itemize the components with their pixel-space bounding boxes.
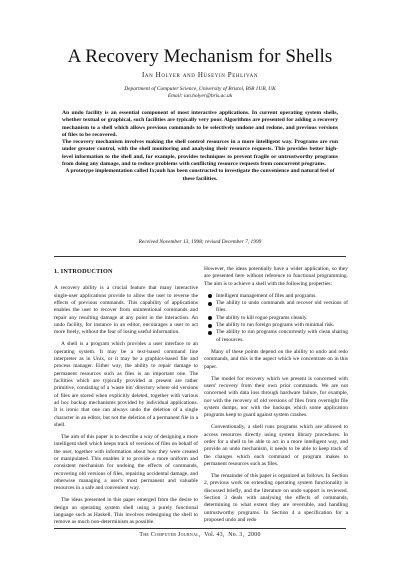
bullet-icon bbox=[208, 316, 212, 320]
body-paragraph: A shell is a program which provides a user interface to an operating system. It may be a text-based command line interpreter as in Unix, or it may be a graphics-based file and process manager. Either way, the ability to repair damage to permanent resources such as files is an important one. The facilities which are typically provided at present are rather primitive, consisting of a 'waste bin' directory where old versions of files are stored when explicitly deleted, together with various ad hoc backup mechanisms provided by individual applications. It is ironic that one can always undo the deletion of a single character in an editor, but not the deletion of a permanent file in a shell. bbox=[54, 341, 198, 429]
abstract-paragraph: An undo facility is an essential component of most interactive applications. In current operating system shells, whether textual or graphical, such facilities are typically very poor. Algorithms are presented for adding a recovery mechanism to a shell which allows previous commands to be selectively undone and redone, and previous versions of files to be recovered. bbox=[62, 110, 338, 138]
author-affiliation bbox=[0, 86, 400, 100]
right-column bbox=[204, 266, 348, 529]
body-paragraph: Many of these points depend on the ability to undo and redo commands, and this is the aspect which we concentrate on in this paper. bbox=[204, 349, 348, 370]
journal-volume: Vol. 43, bbox=[204, 532, 225, 538]
bullet-icon bbox=[208, 324, 212, 328]
body-paragraph: The model for recovery which we present is concerned with users' recovery from their own prior commands. We are not concerned with data loss through hardware failure, for example, nor with the recovery of old versions of files from overnight file system dumps, nor with the backups which some application programs keep to guard against system crashes. bbox=[204, 375, 348, 419]
paper-authors: Ian Holyer and Hüseyin Pehlivan bbox=[141, 71, 259, 79]
abstract-paragraph: The recovery mechanism involves making the shell control resources in a more intelligent way. Programs are run under greater control, with the shell monitoring and analysing their resource requests. This provides better high-level information to the shell and, for example, provides techniques to prevent fragile or untrustworthy programs from doing any damage, and to reduce problems with conflicting resource requests from concurrent programs. bbox=[62, 139, 338, 168]
list-item: The ability to run programs concurrently with clean sharing of resources. bbox=[208, 329, 348, 344]
body-paragraph: A recovery ability is a crucial feature that many interactive single-user applications provide to allow the user to reverse the effects of previous commands. This capability of applications enables the user to recover from unintentional commands and repair any resulting damage at any point in the interaction. An undo facility, for instance in an editor, encourages a user to act more freely, without the fear of losing useful information. bbox=[54, 285, 198, 336]
list-item: The ability to run foreign programs with minimal risk. bbox=[208, 322, 348, 329]
journal-name: The Computer Journal, bbox=[139, 532, 201, 538]
list-item: The ability to kill rogue programs cleanly. bbox=[208, 315, 348, 322]
header-divider bbox=[54, 256, 346, 257]
list-item: Intelligent management of files and programs. bbox=[208, 293, 348, 300]
paper-title: A Recovery Mechanism for Shells bbox=[67, 46, 333, 67]
body-paragraph: The ideas presented in this paper emerged from the desire to design an operating system shell using a purely functional language such as Haskell. This involves redesigning the shell to remove as much non-determinism as possible. bbox=[54, 497, 198, 526]
received-dates: Received November 13, 1998; revised December 7, 1999 bbox=[138, 239, 262, 245]
email-line: Email: ian.holyer@bris.ac.uk bbox=[167, 93, 233, 99]
property-list bbox=[208, 293, 348, 344]
body-paragraph: The remainder of this paper is organized as follows. In Section 2, previous work on extending operating system functionality is discussed briefly, and the literature on undo support is reviewed. Section 3 deals with analysing the effects of commands, determining to what extent they are reversible, and handling untrustworthy programs. In Section 4 a specification for a proposed undo and redo bbox=[204, 472, 348, 524]
footer-divider bbox=[54, 528, 346, 529]
left-column bbox=[54, 268, 198, 531]
body-paragraph: Conventionally, a shell runs programs which are allowed to access resources directly using system library procedures. In order for a shell to be able to act in a more intelligent way, and provide an undo mechanism, it needs to be able to keep track of the changes which each command or program makes to permanent resources such as files. bbox=[204, 424, 348, 468]
abstract-paragraph: A prototype implementation called Ix;uuh has been constructed to investigate the convenience and natural feel of these facilities. bbox=[65, 168, 335, 182]
list-item: The ability to undo commands and recover old versions of files. bbox=[208, 300, 348, 315]
abstract bbox=[62, 110, 338, 183]
body-paragraph: The aim of this paper is to describe a way of designing a more intelligent shell which keeps track of versions of files on behalf of the user, together with information about how they were created or manipulated. This enables it to provide a more uniform and consistent mechanism for undoing the effects of commands, recovering old versions of files, repairing accidental damage, and otherwise managing a user's most permanent and valuable resources in a safe and convenient way. bbox=[54, 434, 198, 492]
journal-number: No. 3, bbox=[228, 532, 245, 538]
body-paragraph: However, the ideas potentially have a wider application, so they are presented here without reference to functional programming. The aim is to achieve a shell with the following properties: bbox=[204, 266, 348, 287]
journal-year: 2000 bbox=[247, 532, 261, 538]
bullet-icon bbox=[208, 331, 212, 335]
bullet-icon bbox=[208, 302, 212, 306]
section-heading: 1. INTRODUCTION bbox=[54, 268, 113, 275]
journal-footer bbox=[0, 532, 400, 538]
department-line: Department of Computer Science, University of Bristol, BS8 1UB, UK bbox=[124, 86, 276, 92]
bullet-icon bbox=[208, 294, 212, 298]
